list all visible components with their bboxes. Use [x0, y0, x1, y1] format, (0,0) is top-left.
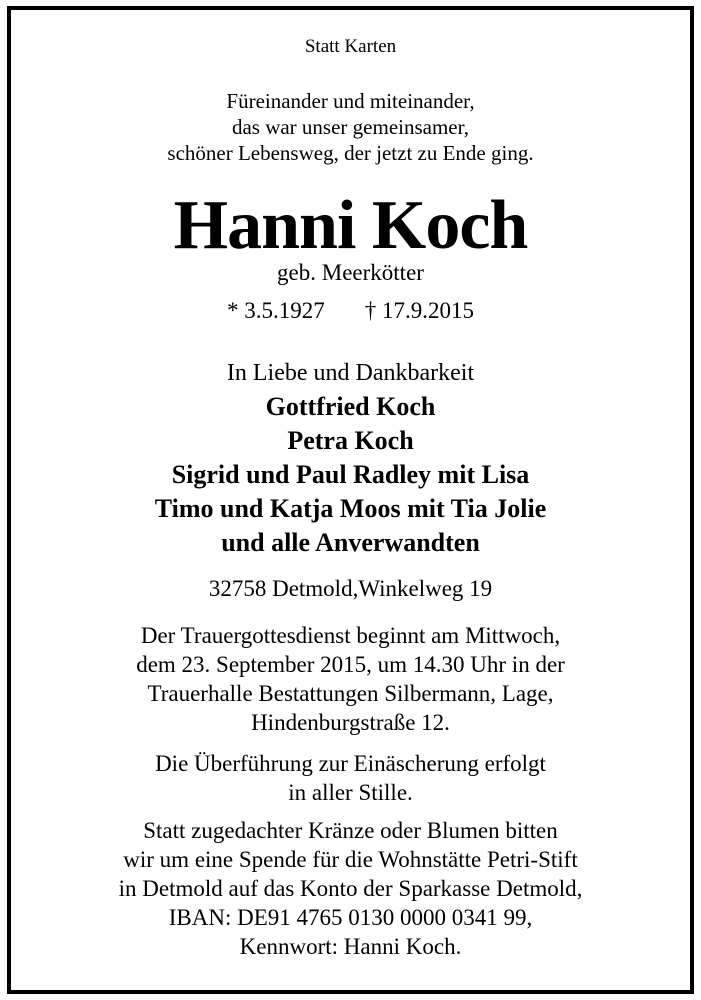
- poem-line: schöner Lebensweg, der jetzt zu Ende ging.: [167, 141, 534, 165]
- birth-name-block: [0, 258, 701, 288]
- service-line: Trauerhalle Bestattungen Silbermann, Lage,: [147, 681, 554, 706]
- service-info: [0, 621, 701, 737]
- life-dates: [0, 296, 701, 326]
- mourner-name: Timo und Katja Moos mit Tia Jolie: [154, 494, 547, 523]
- statt-karten-text: Statt Karten: [304, 36, 397, 57]
- donation-line: Statt zugedachter Kränze oder Blumen bitten: [143, 818, 558, 843]
- poem-line: das war unser gemeinsamer,: [231, 115, 470, 139]
- donation-line: in Detmold auf das Konto der Sparkasse Detmold,: [118, 876, 583, 901]
- mourners-list: [0, 390, 701, 560]
- mourner-name: Petra Koch: [287, 426, 414, 455]
- transfer-info: [0, 749, 701, 807]
- birth-name: geb. Meerkötter: [277, 260, 424, 285]
- mourner-name: Gottfried Koch: [265, 392, 436, 421]
- donation-info: [0, 816, 701, 961]
- service-line: Hindenburgstraße 12.: [251, 710, 450, 735]
- deceased-name-block: [0, 186, 701, 266]
- mourner-name: und alle Anverwandten: [221, 528, 480, 557]
- transfer-line: in aller Stille.: [288, 780, 413, 805]
- address-block: [0, 574, 701, 604]
- thanks-intro: In Liebe und Dankbarkeit: [226, 360, 475, 386]
- statt-karten-header: [0, 34, 701, 60]
- deceased-name: Hanni Koch: [173, 187, 528, 264]
- family-address: 32758 Detmold,Winkelweg 19: [208, 576, 493, 601]
- transfer-line: Die Überführung zur Einäscherung erfolgt: [155, 751, 546, 776]
- service-line: dem 23. September 2015, um 14.30 Uhr in der: [136, 652, 565, 677]
- service-line: Der Trauergottesdienst beginnt am Mittwoch,: [140, 623, 561, 648]
- birth-date: * 3.5.1927: [227, 298, 325, 323]
- donation-line: wir um eine Spende für die Wohnstätte Petri-Stift: [123, 847, 578, 872]
- donation-keyword: Kennwort: Hanni Koch.: [239, 934, 462, 959]
- mourner-name: Sigrid und Paul Radley mit Lisa: [171, 460, 530, 489]
- poem-block: [0, 88, 701, 166]
- thanks-intro-block: [0, 356, 701, 390]
- donation-iban: IBAN: DE91 4765 0130 0000 0341 99,: [168, 905, 533, 930]
- death-date: † 17.9.2015: [364, 298, 474, 323]
- poem-line: Füreinander und miteinander,: [226, 89, 475, 113]
